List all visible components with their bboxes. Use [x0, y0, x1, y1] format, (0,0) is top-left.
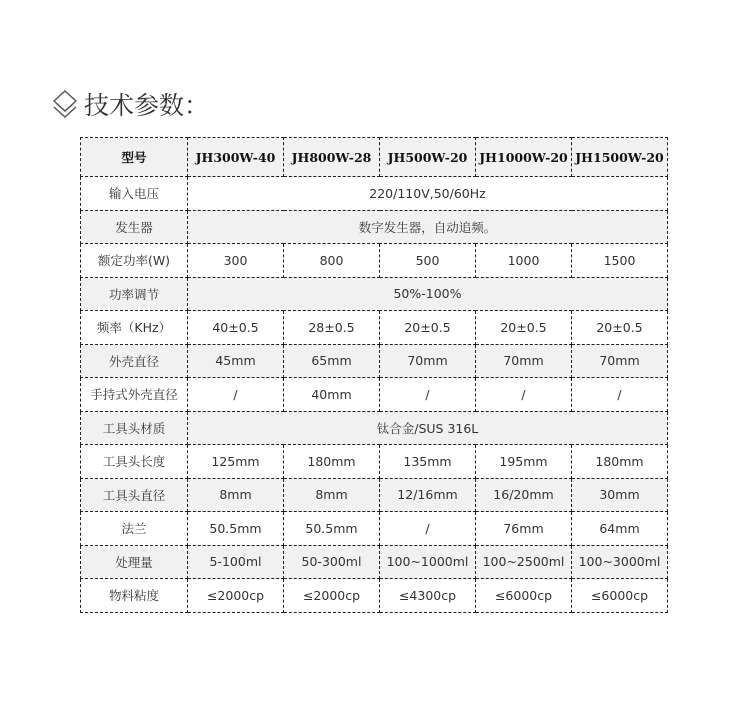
table-row	[81, 579, 668, 613]
model-header: JH1500W-20	[572, 138, 668, 177]
row-value: 40±0.5	[188, 311, 284, 345]
row-value: ≤4300cp	[380, 579, 476, 613]
table-row	[81, 378, 668, 412]
row-value: 钛合金/SUS 316L	[188, 411, 668, 445]
row-label: 物料粘度	[81, 579, 188, 613]
row-label: 手持式外壳直径	[81, 378, 188, 412]
row-value: 70mm	[572, 344, 668, 378]
row-label: 工具头长度	[81, 445, 188, 479]
table-row	[81, 411, 668, 445]
header-row	[81, 138, 668, 177]
row-value: 135mm	[380, 445, 476, 479]
table-row	[81, 277, 668, 311]
section-title	[52, 86, 209, 122]
header-label: 型号	[81, 138, 188, 177]
row-value: 8mm	[284, 478, 380, 512]
row-value: 64mm	[572, 512, 668, 546]
model-header: JH800W-28	[284, 138, 380, 177]
row-label: 输入电压	[81, 177, 188, 211]
spec-table	[80, 137, 668, 613]
row-label: 额定功率(W)	[81, 244, 188, 278]
row-value: ≤6000cp	[572, 579, 668, 613]
row-value: 数字发生器，自动追频。	[188, 210, 668, 244]
table-row	[81, 512, 668, 546]
row-value: 5-100ml	[188, 545, 284, 579]
row-value: /	[572, 378, 668, 412]
row-value: 220/110V,50/60Hz	[188, 177, 668, 211]
row-value: 800	[284, 244, 380, 278]
row-label: 法兰	[81, 512, 188, 546]
row-value: 76mm	[476, 512, 572, 546]
row-value: 28±0.5	[284, 311, 380, 345]
table-row	[81, 177, 668, 211]
table-row	[81, 210, 668, 244]
row-value: 12/16mm	[380, 478, 476, 512]
row-label: 处理量	[81, 545, 188, 579]
row-value: 180mm	[572, 445, 668, 479]
row-value: 1000	[476, 244, 572, 278]
row-value: /	[476, 378, 572, 412]
table-row	[81, 545, 668, 579]
table-row	[81, 445, 668, 479]
model-header: JH300W-40	[188, 138, 284, 177]
row-value: 100~3000ml	[572, 545, 668, 579]
row-value: ≤2000cp	[284, 579, 380, 613]
row-value: /	[188, 378, 284, 412]
layers-diamond-icon	[52, 89, 78, 119]
row-value: 70mm	[476, 344, 572, 378]
row-value: 180mm	[284, 445, 380, 479]
row-value: /	[380, 378, 476, 412]
row-value: 125mm	[188, 445, 284, 479]
row-value: 100~2500ml	[476, 545, 572, 579]
row-value: 20±0.5	[476, 311, 572, 345]
table-row	[81, 478, 668, 512]
row-value: 8mm	[188, 478, 284, 512]
row-value: 100~1000ml	[380, 545, 476, 579]
row-value: 50.5mm	[188, 512, 284, 546]
model-header: JH500W-20	[380, 138, 476, 177]
row-label: 功率调节	[81, 277, 188, 311]
row-label: 工具头直径	[81, 478, 188, 512]
row-value: 50.5mm	[284, 512, 380, 546]
title-text: 技术参数：	[84, 91, 210, 120]
row-label: 发生器	[81, 210, 188, 244]
row-label: 频率（KHz）	[81, 311, 188, 345]
row-value: 500	[380, 244, 476, 278]
row-label: 外壳直径	[81, 344, 188, 378]
row-value: 50%-100%	[188, 277, 668, 311]
row-value: /	[380, 512, 476, 546]
row-value: ≤2000cp	[188, 579, 284, 613]
row-value: 195mm	[476, 445, 572, 479]
row-value: 40mm	[284, 378, 380, 412]
row-value: 20±0.5	[572, 311, 668, 345]
table-row	[81, 344, 668, 378]
row-value: 45mm	[188, 344, 284, 378]
row-value: 1500	[572, 244, 668, 278]
row-value: 300	[188, 244, 284, 278]
row-value: ≤6000cp	[476, 579, 572, 613]
row-value: 70mm	[380, 344, 476, 378]
row-value: 50-300ml	[284, 545, 380, 579]
model-header: JH1000W-20	[476, 138, 572, 177]
row-value: 20±0.5	[380, 311, 476, 345]
row-value: 30mm	[572, 478, 668, 512]
table-row	[81, 244, 668, 278]
row-label: 工具头材质	[81, 411, 188, 445]
row-value: 65mm	[284, 344, 380, 378]
table-row	[81, 311, 668, 345]
row-value: 16/20mm	[476, 478, 572, 512]
